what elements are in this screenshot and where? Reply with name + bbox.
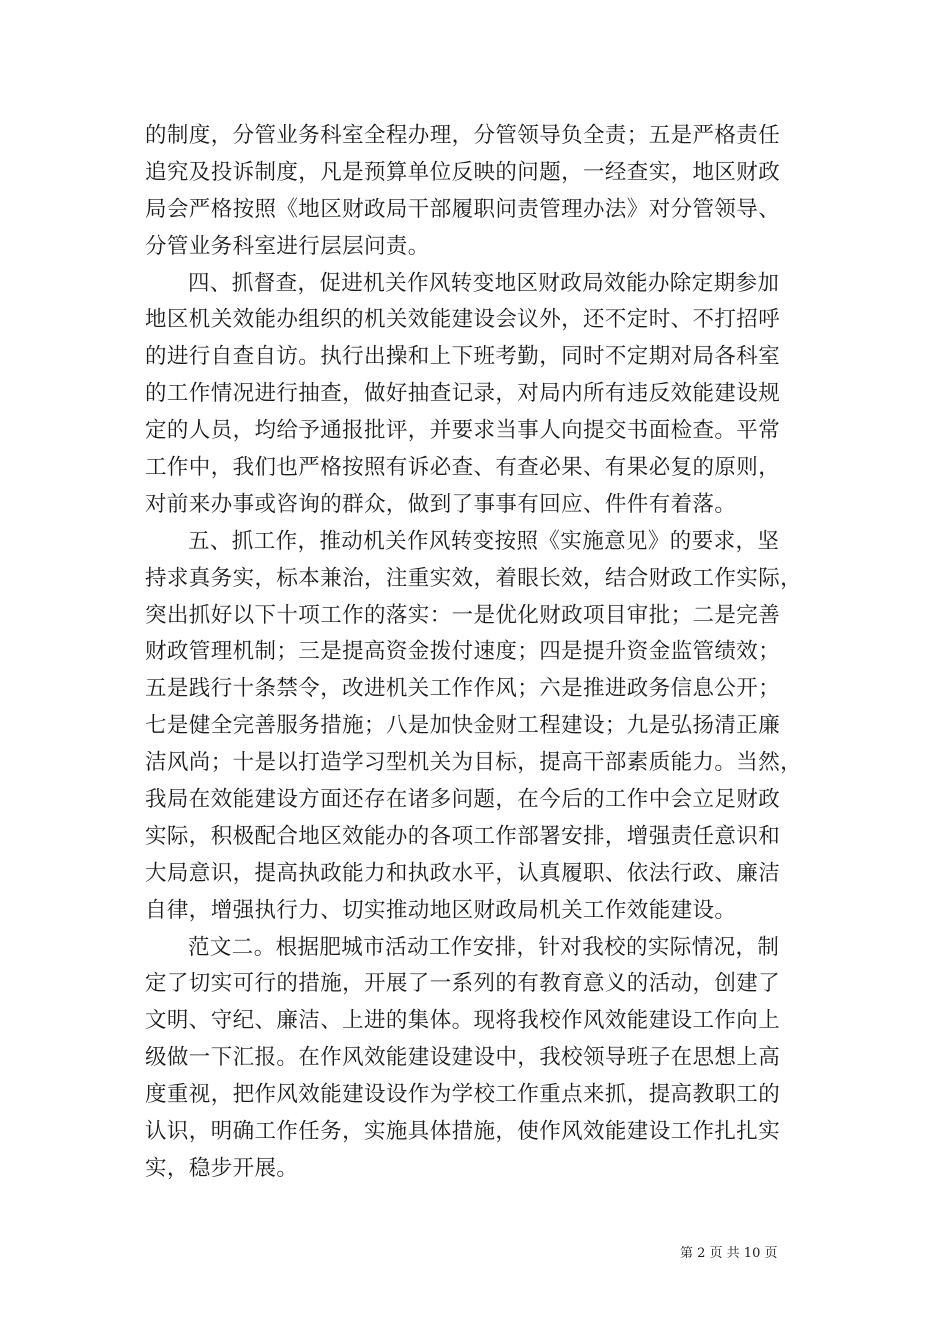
text-line: 五是践行十条禁令，改进机关工作作风；六是推进政务信息公开； xyxy=(145,676,781,702)
text-line: 地区机关效能办组织的机关效能建设会议外，还不定时、不打招呼 xyxy=(145,307,781,333)
text-line: 级做一下汇报。在作风效能建设建设中，我校领导班子在思想上高 xyxy=(145,1045,781,1071)
text-line: 追究及投诉制度，凡是预算单位反映的问题，一经查实，地区财政 xyxy=(145,159,781,185)
text-line: 实际，积极配合地区效能办的各项工作部署安排，增强责任意识和 xyxy=(145,823,781,849)
text-line: 我局在效能建设方面还存在诸多问题，在今后的工作中会立足财政 xyxy=(145,787,781,813)
text-line: 五、抓工作，推动机关作风转变按照《实施意见》的要求，坚 xyxy=(188,528,780,554)
text-line: 范文二。根据肥城市活动工作安排，针对我校的实际情况，制 xyxy=(188,934,780,960)
text-line: 定了切实可行的措施，开展了一系列的有教育意义的活动，创建了 xyxy=(145,971,781,997)
body-text xyxy=(145,118,815,1188)
text-line: 文明、守纪、廉洁、上进的集体。现将我校作风效能建设工作向上 xyxy=(145,1008,781,1034)
text-line: 七是健全完善服务措施；八是加快金财工程建设；九是弘扬清正廉 xyxy=(145,713,781,739)
text-line: 突出抓好以下十项工作的落实：一是优化财政项目审批；二是完善 xyxy=(145,602,781,628)
text-line: 分管业务科室进行层层问责。 xyxy=(145,233,430,259)
text-line: 的进行自查自访。执行出操和上下班考勤，同时不定期对局各科室 xyxy=(145,344,781,370)
text-line: 四、抓督查，促进机关作风转变地区财政局效能办除定期参加 xyxy=(188,270,780,296)
text-line: 的工作情况进行抽查，做好抽查记录，对局内所有违反效能建设规 xyxy=(145,381,781,407)
text-line: 自律，增强执行力、切实推动地区财政局机关工作效能建设。 xyxy=(145,897,737,923)
text-line: 大局意识，提高执政能力和执政水平，认真履职、依法行政、廉洁 xyxy=(145,860,781,886)
text-line: 实，稳步开展。 xyxy=(145,1155,299,1181)
text-line: 度重视，把作风效能建设设作为学校工作重点来抓，提高教职工的 xyxy=(145,1082,781,1108)
text-line: 认识，明确工作任务，实施具体措施，使作风效能建设工作扎扎实 xyxy=(145,1119,781,1145)
page-footer: 第 2 页 共 10 页 xyxy=(680,1246,778,1261)
text-line: 持求真务实，标本兼治，注重实效，着眼长效，结合财政工作实际， xyxy=(145,565,803,591)
text-line: 财政管理机制；三是提高资金拨付速度；四是提升资金监管绩效； xyxy=(145,639,781,665)
text-line: 工作中，我们也严格按照有诉必查、有查必果、有果必复的原则， xyxy=(145,455,781,481)
text-line: 的制度，分管业务科室全程办理，分管领导负全责；五是严格责任 xyxy=(145,123,781,148)
text-line: 局会严格按照《地区财政局干部履职问责管理办法》对分管领导、 xyxy=(145,196,781,222)
text-line: 洁风尚；十是以打造学习型机关为目标，提高干部素质能力。当然， xyxy=(145,750,803,776)
text-line: 对前来办事或咨询的群众，做到了事事有回应、件件有着落。 xyxy=(145,491,737,517)
text-line: 定的人员，均给予通报批评，并要求当事人向提交书面检查。平常 xyxy=(145,418,781,444)
